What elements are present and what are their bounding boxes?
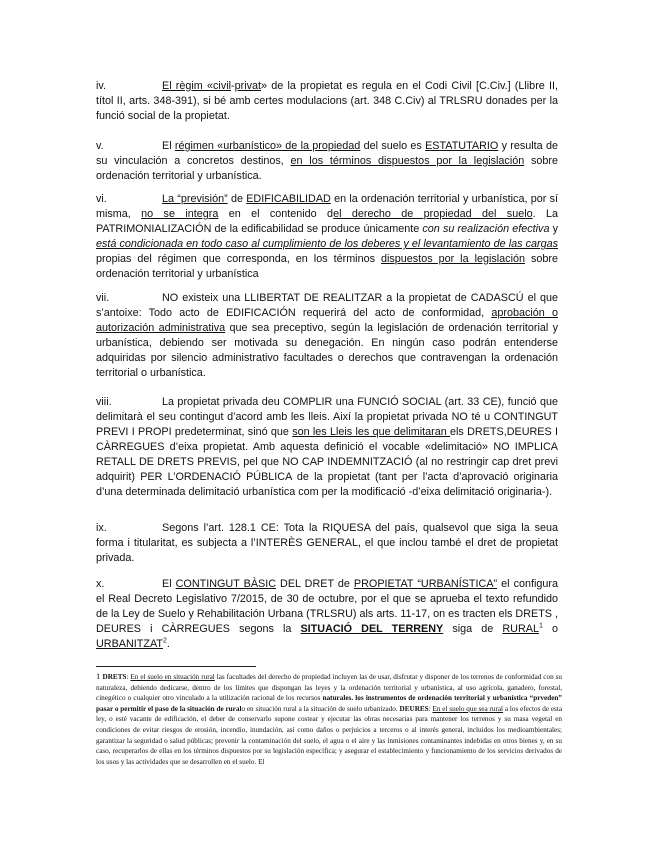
paragraph-v <box>96 139 558 184</box>
text-segment: PROPIETAT “URBANÍSTICA” <box>353 578 498 590</box>
paragraph-number: v. <box>96 140 104 152</box>
text-segment: que sea preceptivo, según la legislación de ordenación territorial y urbanística, debiendo ser motivada su denegación. En ningún caso podrán entenderse adquiridas por silencio administrativo facultades o derechos que contravengan la ordenación territorial o urbanística. <box>96 322 558 379</box>
footnote-ref-1[interactable]: 1 <box>538 622 543 630</box>
paragraph-number: x. <box>96 578 105 590</box>
text-segment: propias del régimen que corresponda, en los términos <box>96 253 381 265</box>
text-segment: La “previsión” <box>162 193 228 205</box>
text-segment: En el suelo en situación rural <box>130 673 215 681</box>
footnote-1 <box>96 671 562 767</box>
text-segment: DEL DRET de <box>276 578 354 590</box>
text-segment: privat <box>234 80 262 92</box>
text-segment: o en situación rural a la situación de suelo urbanizado. <box>241 704 400 713</box>
text-segment: ESTATUTARIO <box>425 140 499 152</box>
text-segment: o <box>542 623 558 635</box>
text-segment: Segons l’art. 128.1 CE: Tota la RIQUESA del país, qualsevol que siga la seua forma i titularitat, es subjecta a l’INTERÈS GENERAL, el que inclou també el dret de propietat privada. <box>96 522 558 564</box>
text-segment: a los efectos de esta ley, o esté vacante de edificación, el deber de conservarlo supone costear y ejecutar las obras necesarias para mantener los terrenos y su masa vegetal en condiciones de evitar riesgos de erosión, incendio, inundación, así como daños o perjuicios a terceros o al interés general, incluidos los medioambientales; garantizar la seguridad o salud públicas; prevenir la contaminación del suelo, el agua o el aire y las inmisiones contaminantes indebidas en otros bienes y, en su caso, recuperarlos de ellas en los términos dispuestos por su legislación específica; y asegurar el establecimiento y funcionamiento de los servicios derivados de los usos y las actividades que se desarrollen en el suelo. El <box>96 704 563 766</box>
text-segment: son les Lleis les que delimitaran <box>292 426 451 438</box>
paragraph-number: iv. <box>96 80 106 92</box>
text-segment: en los términos dispuestos por la legislación <box>290 155 525 167</box>
text-segment: La propietat privada deu COMPLIR una FUNCIÓ SOCIAL (art. 33 CE), funció que delimitarà el seu contingut d’acord amb les lleis. Així la propietat privada NO té u CONTINGUT PREVI I PROPI predeterminat, sinó que <box>96 396 558 438</box>
text-segment: siga de <box>443 623 503 635</box>
text-segment: URBANITZAT <box>96 638 163 650</box>
text-segment: El règim « <box>162 80 214 92</box>
paragraph-number: vi. <box>96 193 107 205</box>
footnote-number: 1 <box>96 671 103 681</box>
text-segment: de <box>227 193 247 205</box>
text-segment: y resulta de su vinculación a concretos destinos, <box>96 140 558 167</box>
paragraph-iv <box>96 79 558 124</box>
text-segment: está condicionada en todo caso al cumplimiento de los deberes y el levantamiento de las cargas <box>96 238 558 250</box>
text-segment: no se integra <box>141 208 219 220</box>
paragraph-ix <box>96 521 558 566</box>
text-segment: RURAL <box>502 623 539 635</box>
text-segment: NO existeix una LLIBERTAT DE REALITZAR a la propietat de CADASCÚ el que s’antoixe: Todo acto de EDIFICACIÓN requerirá del acto de conformidad, <box>96 292 558 319</box>
text-segment: el derecho de propiedad del suelo <box>333 208 533 220</box>
paragraph-x <box>96 577 558 652</box>
paragraph-number: vii. <box>96 292 110 304</box>
text-segment: En el suelo que sea rural <box>432 704 504 713</box>
text-segment: aprobación o autorización administrativa <box>96 307 558 334</box>
text-segment: EDIFICABILIDAD <box>246 193 331 205</box>
text-segment: DRETS <box>102 673 127 681</box>
text-segment: . La PATRIMONIALIZACIÓN de la edificabilidad se produce únicamente <box>96 208 558 235</box>
footnote-separator <box>96 666 256 667</box>
text-segment: sobre ordenación territorial y urbanística <box>96 253 558 280</box>
text-segment: El <box>162 578 176 590</box>
paragraph-number: viii. <box>96 396 112 408</box>
text-segment: con su realización efectiva <box>422 223 550 235</box>
text-segment: y <box>549 223 558 235</box>
text-segment: en la ordenación territorial y urbanística, por sí misma, <box>96 193 558 220</box>
text-segment: civil <box>213 80 232 92</box>
text-segment: régimen «urbanístico» de la propiedad <box>174 140 361 152</box>
paragraph-vi <box>96 192 558 282</box>
text-segment: » de la propietat es regula en el Codi Civil [C.Civ.] (Llibre II, títol II, arts. 348-391), si bé amb certes modulacions (art. 348 C.Civ) al TRLSRU donades per la funció social de la propietat. <box>96 80 558 122</box>
text-segment: : <box>126 673 131 681</box>
text-segment: las facultades del derecho de propiedad incluyen las de usar, disfrutar y disponer de los terrenos de conformidad con su naturaleza, debiendo dedicarse, dentro de los límites que dispongan las leyes y la ordenación territorial y urbanística, al uso agrícola, ganadero, forestal, cinegético o cualquier otro vinculado a la utilización racional de los recursos <box>96 673 563 703</box>
paragraph-number: ix. <box>96 522 107 534</box>
paragraph-viii <box>96 395 558 500</box>
text-segment: SITUACIÓ DEL TERRENY <box>300 623 444 635</box>
text-segment: del suelo es <box>360 140 426 152</box>
text-segment: naturales. los instrumentos de ordenación territorial y urbanística “prveden” pasar o permitir el paso de la situación de rural <box>96 694 562 713</box>
text-segment: sobre ordenación territorial y urbanística. <box>96 155 558 182</box>
text-segment: El <box>162 140 175 152</box>
footnote-ref-2[interactable]: 2 <box>162 637 167 645</box>
text-segment: els DRETS,DEURES I CÀRREGUES d’eixa propietat. Amb aquesta definició el vocable «delimitació» NO IMPLICA RETALL DE DRETS PREVIS, pel que NO CAP INDEMNITZACIÓ (al no restringir cap dret previ adquirit) PER L’ORDENACIÓ PÚBLICA de la propietat (tant per l’acta d’aprovació originaria d’una determinada delimitació urbanística com per la modificació -d’eixa delimitació originaria-). <box>96 426 558 498</box>
text-segment: - <box>231 80 235 92</box>
paragraph-vii <box>96 291 558 381</box>
text-segment: . <box>166 638 170 650</box>
text-segment: : <box>428 704 433 713</box>
text-segment: dispuestos por la legislación <box>380 253 525 265</box>
text-segment: el configura el Real Decreto Legislativo 7/2015, de 30 de octubre, por el que se aprueba el texto refundido de la Ley de Suelo y Rehabilitación Urbana (TRLSRU) als arts. 11-17, on es tracten els DRETS , DEURES i CÀRREGUES segons la <box>96 578 558 635</box>
text-segment: en el contenido d <box>218 208 334 220</box>
text-segment: DEURES <box>399 704 429 713</box>
text-segment: CONTINGUT BÀSIC <box>175 578 277 590</box>
